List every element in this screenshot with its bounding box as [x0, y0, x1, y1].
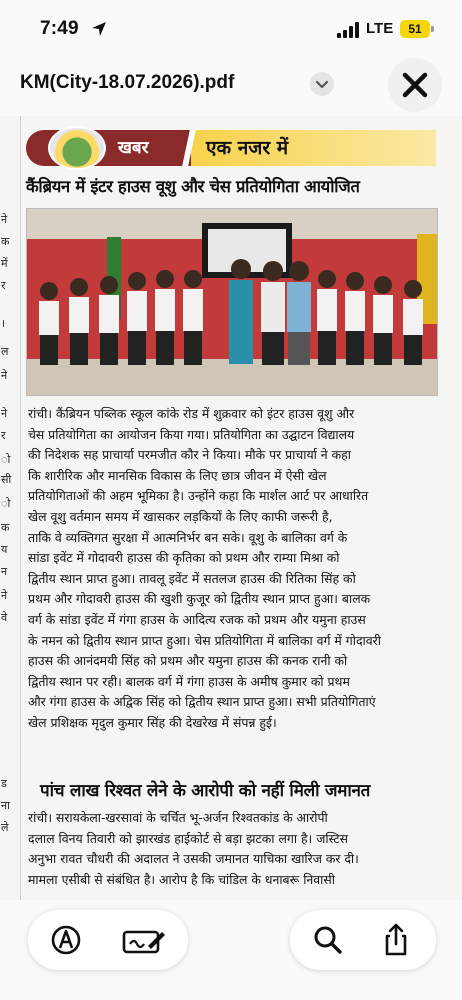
chevron-down-icon — [310, 72, 334, 96]
network-type: LTE — [366, 20, 394, 37]
left-column-fragment: ो — [1, 453, 11, 466]
left-column-fragment: सी — [1, 473, 12, 486]
banner-khabar-label: खबर — [118, 138, 149, 158]
body-line: रांची। कैंब्रियन पब्लिक स्कूल कांके रोड में शुक्रवार को इंटर हाउस वूशु और — [28, 406, 355, 421]
signature-icon — [120, 920, 168, 960]
article-headline: कैंब्रियन में इंटर हाउस वूशु और चेस प्रतियोगिता आयोजित — [26, 177, 360, 196]
left-column-fragment: ना — [1, 799, 10, 812]
left-column-fragment: वे — [1, 611, 8, 624]
pdf-page[interactable] — [0, 116, 462, 900]
title-bar — [0, 58, 462, 116]
battery-tip — [431, 26, 434, 32]
left-column-fragment: य — [1, 543, 8, 556]
status-bar — [0, 0, 462, 58]
left-column-fragment: ने — [1, 213, 8, 226]
body-line: द्वितीय स्थान प्राप्त हुआ। तावलू इवेंट में सतलज हाउस की रितिका सिंह को — [28, 570, 356, 586]
article-body — [28, 404, 438, 734]
banner-ek-nazar-label: एक नजर में — [206, 137, 289, 159]
document-menu-button[interactable] — [310, 72, 334, 96]
body-line: के नमन को द्वितीय स्थान प्राप्त हुआ। चेस प्रतियोगिता में बालिका वर्ग में गोदावरी — [28, 632, 381, 648]
body-line: सांडा इवेंट में गोदावरी हाउस की कृतिका को प्रथम और राम्या मिश्रा को — [28, 550, 340, 566]
left-column-fragment: न — [1, 565, 8, 578]
body-line: अनुभा रावत चौधरी की अदालत ने उसकी जमानत याचिका खारिज कर दी। — [28, 851, 359, 867]
body-line: प्रतियोगिताओं की अहम भूमिका है। उन्होंने कहा कि मार्शल आर्ट पर आधारित — [28, 488, 369, 504]
search-button[interactable] — [308, 920, 348, 960]
left-column-fragment: क — [1, 521, 10, 534]
body-line: कि शारीरिक और मानसिक विकास के लिए छात्र जीवन में ऐसी खेल — [28, 467, 327, 483]
close-icon — [388, 58, 442, 112]
share-button[interactable] — [376, 920, 416, 960]
body-line: खेल प्रशिक्षक मृदुल कुमार सिंह की देखरेख में संपन्न हुई। — [28, 714, 277, 730]
left-column-fragment: र — [1, 279, 6, 292]
article2-headline: पांच लाख रिश्वत लेने के आरोपी को नहीं मिली जमानत — [40, 781, 371, 801]
signal-icon — [337, 22, 361, 38]
section-banner — [26, 130, 436, 166]
left-column-fragment: ने — [1, 407, 8, 420]
left-column-fragment: में — [1, 257, 8, 270]
left-column-fragment: क — [1, 235, 10, 248]
bottom-toolbar — [0, 900, 462, 1000]
left-column-fragment: र — [1, 429, 6, 442]
left-column-fragment: ने — [1, 589, 8, 602]
body-line: प्रथम और गोदावरी हाउस की खुशी कुजूर को द्वितीय स्थान प्राप्त हुआ। बालक — [28, 591, 371, 607]
location-arrow-icon — [91, 21, 107, 37]
body-line: द्वितीय स्थान पर रही। बालक वर्ग में गंगा हाउस के अमीष कुमार को प्रथम — [28, 673, 350, 689]
body-line: की निदेशक सह प्राचार्या परमजीत कौर ने किया। मौके पर प्राचार्या ने कहा — [28, 447, 351, 463]
battery-icon: 51 — [400, 20, 430, 38]
close-button[interactable] — [388, 58, 442, 112]
body-line: रांची। सरायकेला-खरसावां के चर्चित भू-अर्जन रिश्वतकांड के आरोपी — [28, 810, 328, 825]
left-column-fragment: ल — [1, 345, 9, 358]
left-column-fragment: ले — [1, 821, 9, 834]
body-line: चेस प्रतियोगिता का आयोजन किया गया। प्रतियोगिता का उद्घाटन विद्यालय — [28, 426, 355, 442]
body-line: वर्ग के सांडा इवेंट में गंगा हाउस के आदित्य रजक को प्रथम और यमुना हाउस — [28, 611, 366, 627]
document-title[interactable]: KM(City-18.07.2026).pdf — [20, 72, 235, 93]
article-photo — [26, 208, 438, 396]
search-icon — [308, 920, 348, 960]
article2-body — [28, 808, 438, 890]
markup-pen-icon — [46, 920, 86, 960]
newspaper-logo-icon — [48, 126, 106, 170]
body-line: मामला एसीबी से संबंधित है। आरोप है कि चांडिल के धनाबरू निवासी — [28, 871, 335, 887]
group-photo-illustration — [27, 209, 438, 396]
left-column-fragment: ने — [1, 369, 8, 382]
left-column-fragment: । — [1, 317, 6, 330]
body-line: और गंगा हाउस के अद्विक सिंह को द्वितीय स्थान प्राप्त हुआ। सभी प्रतियोगिताएं — [28, 694, 376, 710]
body-line: खेल वूशु वर्तमान समय में खासकर लड़कियों के लिए काफी जरूरी है, — [28, 508, 333, 524]
left-column-fragments — [0, 116, 18, 900]
left-column-fragment: ो — [1, 497, 11, 510]
markup-toolbar-group — [28, 910, 188, 970]
body-line: हाउस की आनंदमयी सिंह को प्रथम और यमुना हाउस की कनक रानी को — [28, 653, 348, 669]
body-line: ताकि वे व्यक्तिगत सुरक्षा में आत्मनिर्भर बन सके। वूशु के बालिका वर्ग के — [28, 529, 348, 545]
body-line: दलाल विनय तिवारी को झारखंड हाईकोर्ट से बड़ा झटका लगा है। जस्टिस — [28, 830, 349, 846]
left-column-fragment: ड — [1, 777, 7, 790]
markup-button[interactable] — [46, 920, 86, 960]
column-divider — [20, 116, 21, 900]
actions-toolbar-group — [290, 910, 436, 970]
signature-button[interactable] — [120, 920, 168, 960]
status-time: 7:49 — [40, 18, 79, 39]
share-icon — [376, 920, 416, 960]
